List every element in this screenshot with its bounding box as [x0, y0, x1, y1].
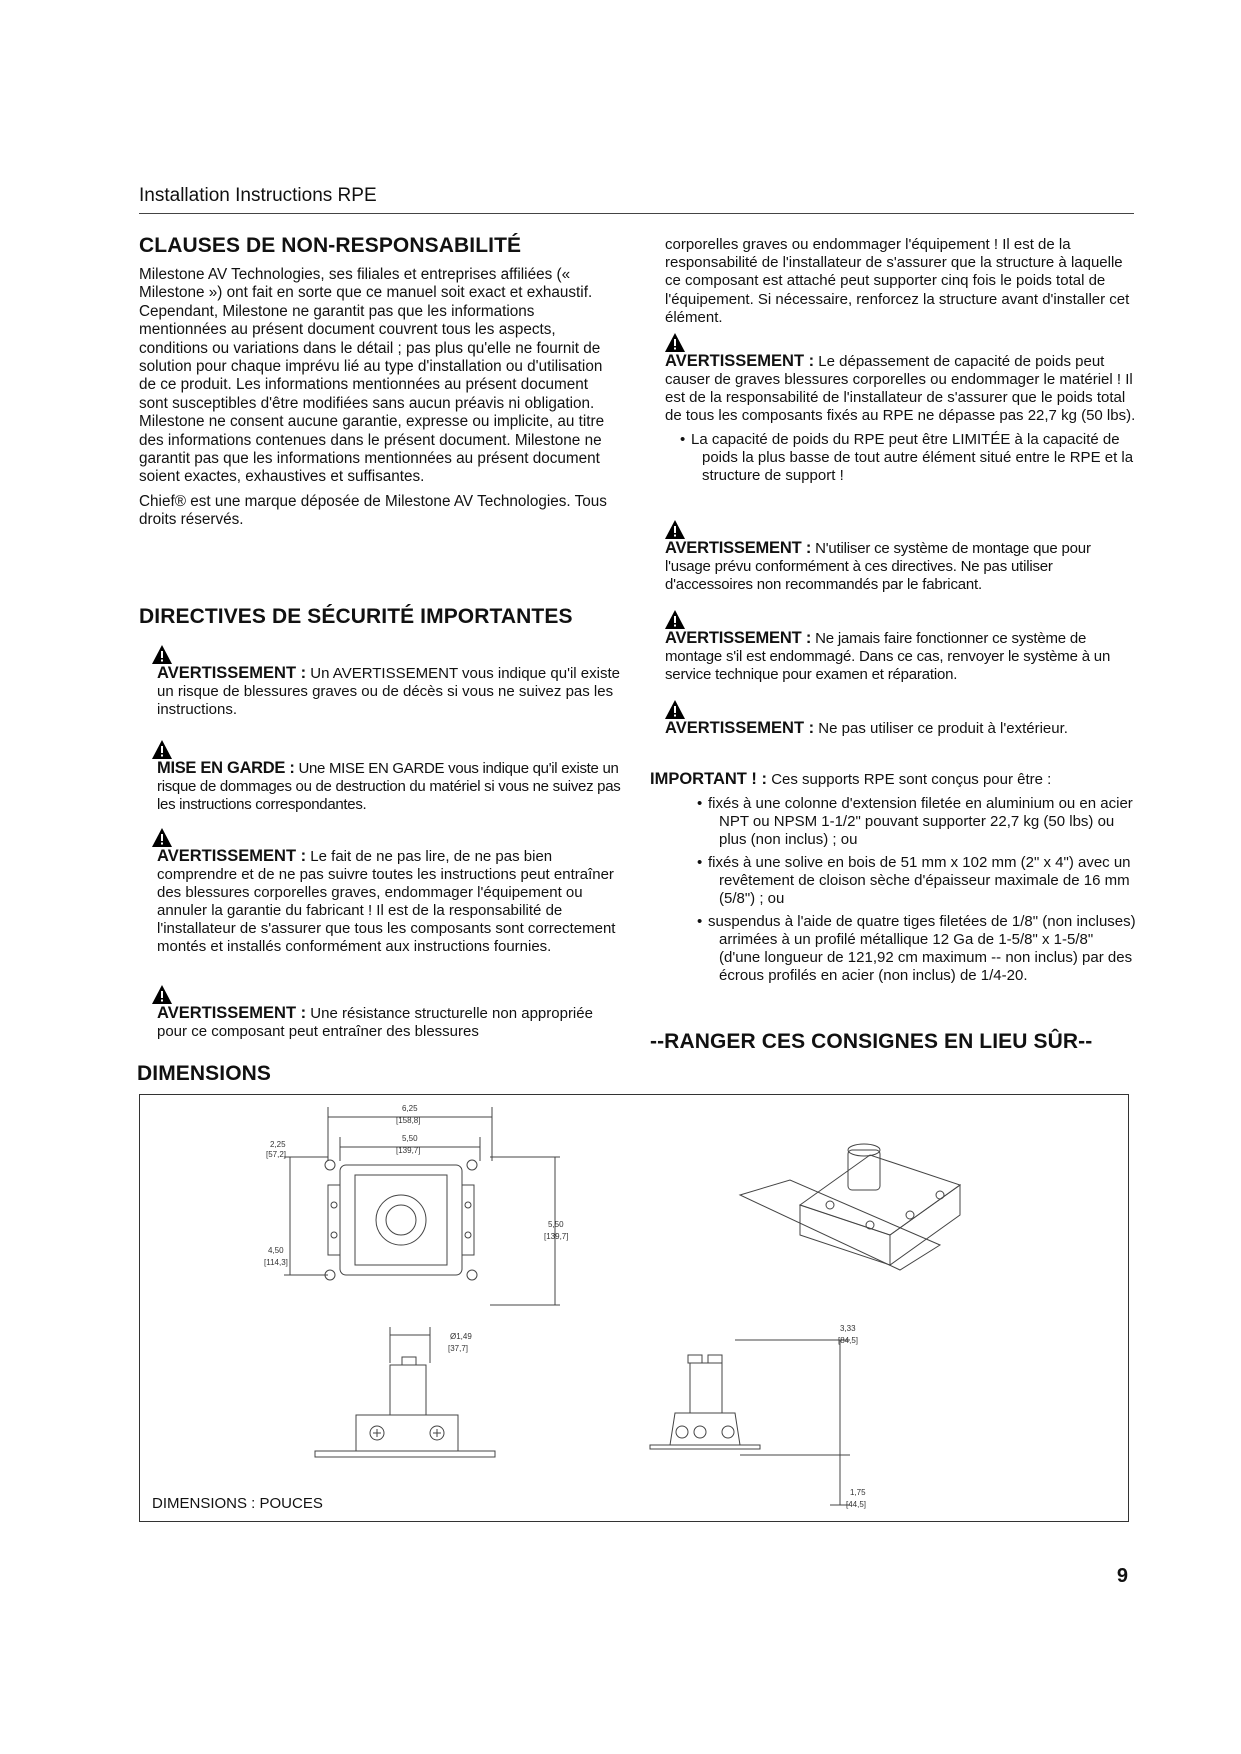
continuation-paragraph: corporelles graves ou endommager l'équipement ! Il est de la responsabilité de l'installateur de s'assurer que la structure à laquelle ce composant est attaché peut supporter cinq fois le poids total de l'équipement. Si nécessaire, renforcez la structure avant d'installer cet élément.	[665, 236, 1130, 326]
warning-label: AVERTISSEMENT :	[157, 664, 307, 682]
caution-label: MISE EN GARDE :	[157, 759, 295, 777]
warning-text: Ne pas utiliser ce produit à l'extérieur.	[818, 720, 1068, 737]
important-block	[650, 770, 1140, 990]
warning-triangle-icon	[152, 740, 172, 759]
warning-text: Le fait de ne pas lire, de ne pas bien comprendre et de ne pas suivre toutes les instructions peut entraîner des blessures corporelles graves, endommager l'équipement ou annuler la garantie du fabricant ! Il est de la responsabilité de l'installateur de s'assurer que tous les composants sont correctement montés et installés conformément aux instructions fournies.	[157, 848, 616, 955]
warning-triangle-icon	[152, 645, 172, 664]
dimension-label: 3,33	[840, 1324, 856, 1333]
dimension-label: [114,3]	[264, 1258, 288, 1267]
running-header: Installation Instructions RPE	[139, 185, 377, 206]
trademark-paragraph: Chief® est une marque déposée de Milestone AV Technologies. Tous droits réservés.	[139, 492, 607, 529]
warning-label: AVERTISSEMENT :	[157, 1004, 307, 1022]
warning-block	[665, 700, 1137, 738]
warning-text: Le dépassement de capacité de poids peut causer de graves blessures corporelles ou endommager le matériel ! Il est de la responsabilité de l'installateur de s'assurer que le poids total de tous les composants fixés au RPE ne dépasse pas 22,7 kg (50 lbs).	[665, 353, 1136, 424]
important-text: Ces supports RPE sont conçus pour être :	[771, 771, 1052, 788]
list-item: • fixés à une solive en bois de 51 mm x 102 mm (2" x 4") avec un revêtement de cloison sèche d'épaisseur maximale de 16 mm (5/8") ; ou	[682, 854, 1138, 908]
dimension-label: [139,7]	[544, 1232, 569, 1241]
list-item: • suspendus à l'aide de quatre tiges filetées de 1/8" (non incluses) arrimées à un profilé métallique 12 Ga de 1-5/8" x 1-5/8" (d'une longueur de 121,92 cm maximum -- non inclus) par des écrous profilés en acier (non inclus) de 1/4-20.	[682, 913, 1138, 985]
dimension-label: 1,75	[850, 1488, 866, 1497]
safety-heading: DIRECTIVES DE SÉCURITÉ IMPORTANTES	[139, 605, 573, 628]
dimension-label: [158,8]	[396, 1116, 421, 1125]
dimension-label: [84,5]	[838, 1336, 859, 1345]
keep-instructions-heading: --RANGER CES CONSIGNES EN LIEU SÛR--	[650, 1030, 1093, 1053]
list-item: • fixés à une colonne d'extension filetée en aluminium ou en acier NPT ou NPSM 1-1/2" pouvant supporter 22,7 kg (50 lbs) ou plus (non inclus) ; ou	[682, 795, 1138, 849]
caution-block	[152, 740, 622, 814]
warning-triangle-icon	[152, 828, 172, 847]
header-rule	[139, 213, 1134, 214]
dimension-label: [57,2]	[266, 1150, 287, 1159]
warning-triangle-icon	[665, 610, 685, 629]
disclaimer-section	[139, 234, 619, 530]
disclaimer-paragraph: Milestone AV Technologies, ses filiales et entreprises affiliées (« Milestone ») ont fait en sorte que ce manuel soit exact et exhaustif. Cependant, Milestone ne garantit pas que les informations mentionnées au présent document couvrent tous les aspects, conditions ou variations dans le détail ; pas plus qu'elle ne fournit de solution pour chaque imprévu lié au type d'installation ou d'utilisation de ce produit. Les informations mentionnées au présent document sont susceptibles d'être modifiées sans aucun préavis ni obligation. Milestone ne consent aucune garantie, expresse ou implicite, au titre des informations contenues dans le présent document. Milestone ne garantit pas que les informations mentionnées au présent document soient exactes, exhaustives et suffisantes.	[139, 266, 605, 486]
warning-label: AVERTISSEMENT :	[665, 352, 815, 370]
important-label: IMPORTANT ! :	[650, 770, 768, 788]
keep-instructions-heading-block	[650, 1030, 1150, 1054]
dimension-label: [37,7]	[448, 1344, 469, 1353]
dimension-label: [44,5]	[846, 1500, 867, 1509]
dimension-label: Ø1,49	[450, 1332, 472, 1341]
dimension-label: [139,7]	[396, 1146, 421, 1155]
warning-block	[152, 828, 622, 956]
warning-block	[665, 520, 1137, 594]
warning-text: Une résistance structurelle non appropriée pour ce composant peut entraîner des blessures	[157, 1005, 593, 1040]
warning-label: AVERTISSEMENT :	[665, 539, 812, 557]
warning-triangle-icon	[665, 700, 685, 719]
warning-block	[152, 645, 622, 719]
caution-text: Une MISE EN GARDE vous indique qu'il existe un risque de dommages ou de destruction du matériel si vous ne suivez pas les instructions correspondantes.	[157, 760, 621, 813]
warning-text: Ne jamais faire fonctionner ce système de montage s'il est endommagé. Dans ce cas, renvoyer le système à un service technique pour examen et réparation.	[665, 630, 1111, 683]
warning-label: AVERTISSEMENT :	[157, 847, 307, 865]
warning-block	[152, 985, 622, 1041]
disclaimer-heading: CLAUSES DE NON-RESPONSABILITÉ	[139, 234, 522, 257]
warning-triangle-icon	[665, 520, 685, 539]
page-number: 9	[1116, 1565, 1128, 1587]
dimension-drawing	[140, 1095, 1128, 1521]
warning-triangle-icon	[152, 985, 172, 1004]
warning-block	[665, 333, 1137, 490]
dimensions-figure	[139, 1094, 1129, 1522]
safety-heading-block	[139, 605, 619, 629]
dimension-label: 5,50	[548, 1220, 564, 1229]
dimensions-heading-block	[137, 1062, 271, 1086]
dimension-label: 5,50	[402, 1134, 418, 1143]
warning-triangle-icon	[665, 333, 685, 352]
dimension-label: 4,50	[268, 1246, 284, 1255]
warning-label: AVERTISSEMENT :	[665, 629, 812, 647]
dimension-label: 2,25	[270, 1140, 286, 1149]
important-list	[682, 795, 1138, 985]
list-item: • La capacité de poids du RPE peut être LIMITÉE à la capacité de poids la plus basse de tout autre élément situé entre le RPE et la structure de support !	[665, 431, 1137, 485]
units-caption: DIMENSIONS : POUCES	[152, 1495, 323, 1512]
dimensions-heading: DIMENSIONS	[137, 1062, 272, 1085]
warning-text: Un AVERTISSEMENT vous indique qu'il existe un risque de blessures graves ou de décès si vous ne suivez pas les instructions.	[157, 665, 620, 718]
dimension-label: 6,25	[402, 1104, 418, 1113]
warning-block	[665, 610, 1137, 684]
warning-label: AVERTISSEMENT :	[665, 719, 815, 737]
warning-text: N'utiliser ce système de montage que pour l'usage prévu conformément à ces directives. Ne pas utiliser d'accessoires non recommandés par le fabricant.	[665, 540, 1091, 593]
